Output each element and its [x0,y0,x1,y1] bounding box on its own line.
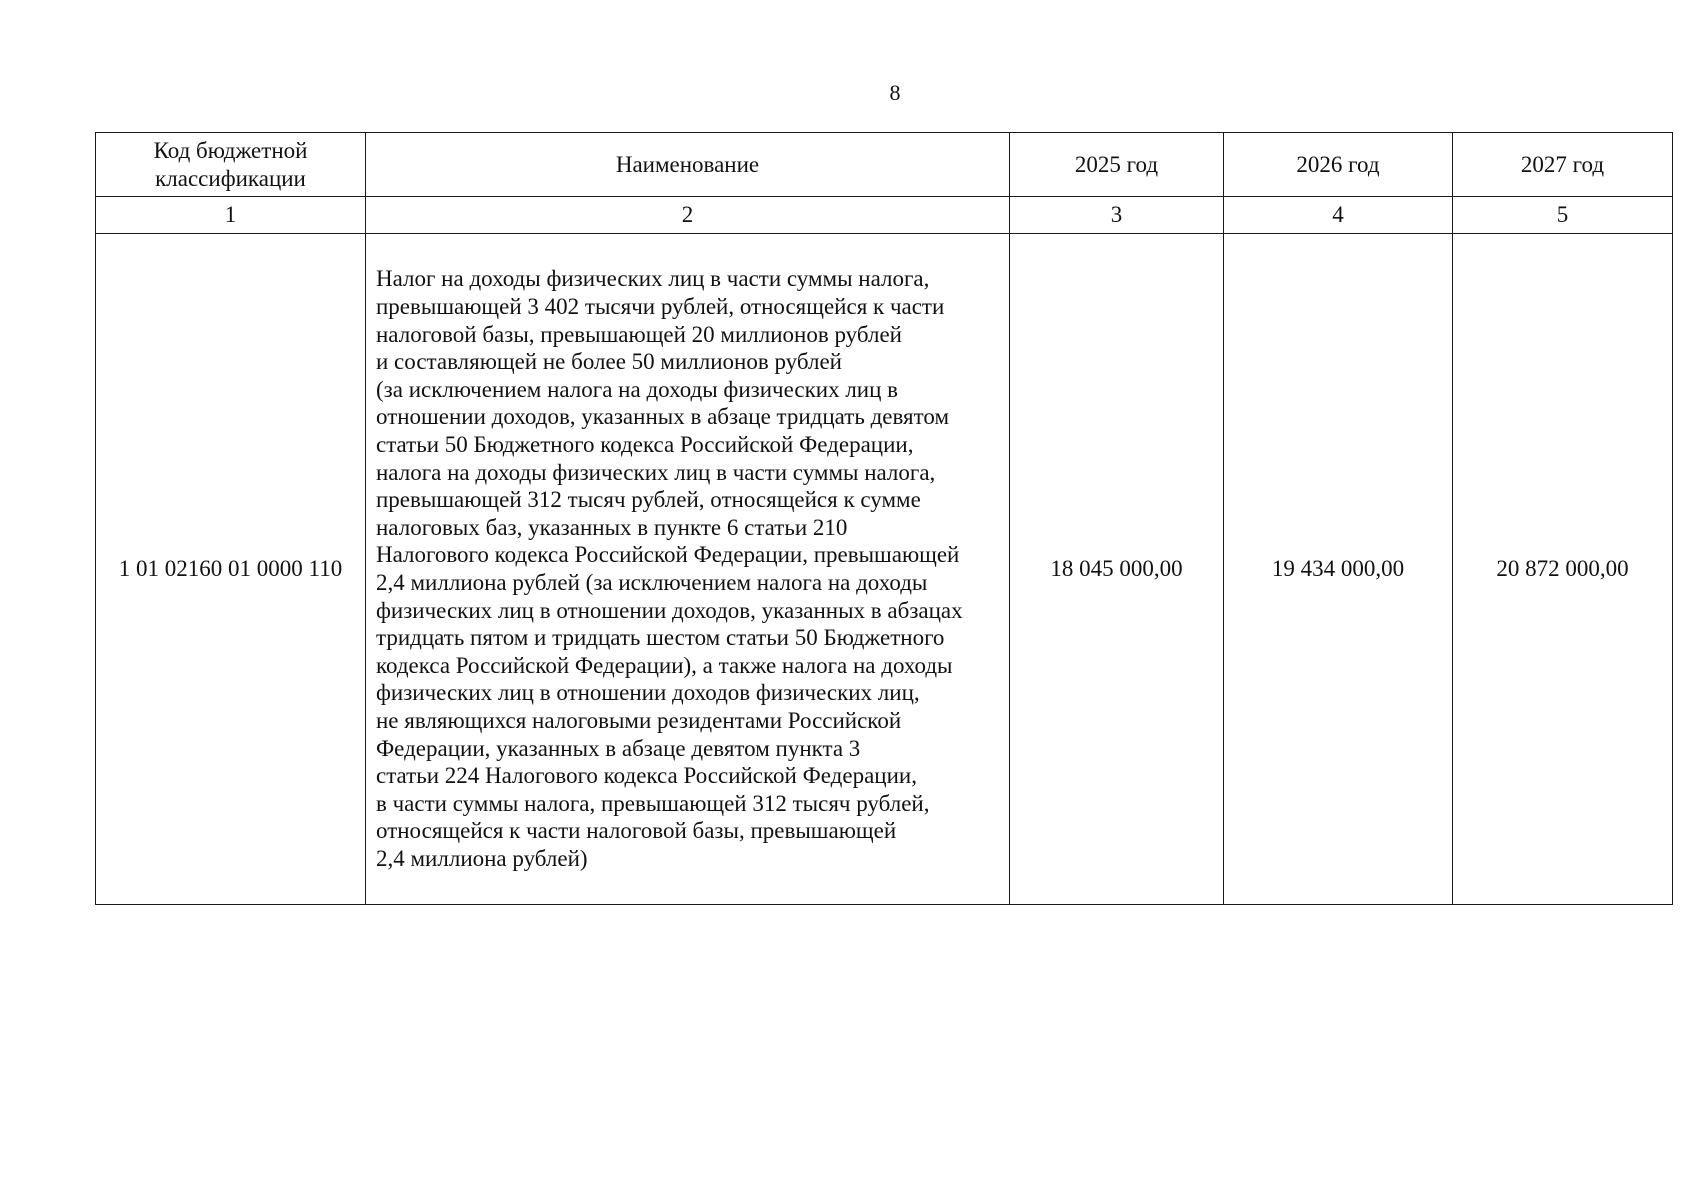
revenue-name-line: кодекса Российской Федерации), а также налога на доходы [376,652,953,678]
budget-revenue-table [95,132,1673,905]
revenue-name-line: статьи 224 Налогового кодекса Российской Федерации, [376,763,917,789]
revenue-name-line: превышающей 312 тысяч рублей, относящейся к сумме [376,487,921,513]
revenue-name-line: 2,4 миллиона рублей (за исключением налога на доходы [376,570,928,595]
header-year-2025: 2025 год [1010,133,1224,197]
budget-code-cell [96,234,366,905]
column-number: 2 [366,197,1010,234]
revenue-name-line: относящейся к части налоговой базы, превышающей [376,818,897,844]
revenue-name-line: и составляющей не более 50 миллионов рублей [376,349,842,375]
revenue-name-line: (за исключением налога на доходы физических лиц в [376,376,899,402]
revenue-name-line: не являющихся налоговыми резидентами Российской [376,707,902,733]
amount-2026-cell [1224,234,1453,905]
page-number: 8 [889,80,901,105]
amount-2025-cell [1010,234,1224,905]
revenue-name-line: тридцать пятом и тридцать шестом статьи 50 Бюджетного [376,625,945,651]
revenue-name-line: налога на доходы физических лиц в части суммы налога, [376,459,936,485]
revenue-name-line: Налог на доходы физических лиц в части суммы налога, [376,266,930,292]
column-number-row [96,197,1673,234]
revenue-name-cell [366,234,1010,905]
column-number: 3 [1010,197,1224,234]
revenue-name-line: налоговых баз, указанных в пункте 6 статьи 210 [376,514,848,540]
revenue-name-line: в части суммы налога, превышающей 312 тысяч рублей, [376,790,930,816]
revenue-name-line: физических лиц в отношении доходов, указанных в абзацах [376,597,963,623]
revenue-name-line: физических лиц в отношении доходов физических лиц, [376,680,920,706]
amount-2025: 18 045 000,00 [1050,556,1183,581]
revenue-name-line: Федерации, указанных в абзаце девятом пункта 3 [376,735,861,761]
amount-2027: 20 872 000,00 [1496,556,1629,581]
column-number: 5 [1453,197,1673,234]
table-row [96,234,1673,905]
budget-code: 1 01 02160 01 0000 110 [118,556,343,581]
revenue-name-line: превышающей 3 402 тысячи рублей, относящейся к части [376,294,945,320]
header-name: Наименование [366,133,1010,197]
amount-2027-cell [1453,234,1673,905]
header-budget-code: Код бюджетной классификации [96,133,366,197]
revenue-name-line: налоговой базы, превышающей 20 миллионов рублей [376,321,902,347]
header-year-2026: 2026 год [1224,133,1453,197]
header-year-2027: 2027 год [1453,133,1673,197]
table-header-row [96,133,1673,197]
amount-2026: 19 434 000,00 [1271,556,1405,581]
revenue-name-line: 2,4 миллиона рублей) [376,845,588,871]
revenue-name-line: отношении доходов, указанных в абзаце тридцать девятом [376,404,950,430]
revenue-name-line: Налогового кодекса Российской Федерации, превышающей [376,542,960,568]
column-number: 1 [96,197,366,234]
revenue-name-line: статьи 50 Бюджетного кодекса Российской Федерации, [376,432,914,458]
column-number: 4 [1224,197,1453,234]
